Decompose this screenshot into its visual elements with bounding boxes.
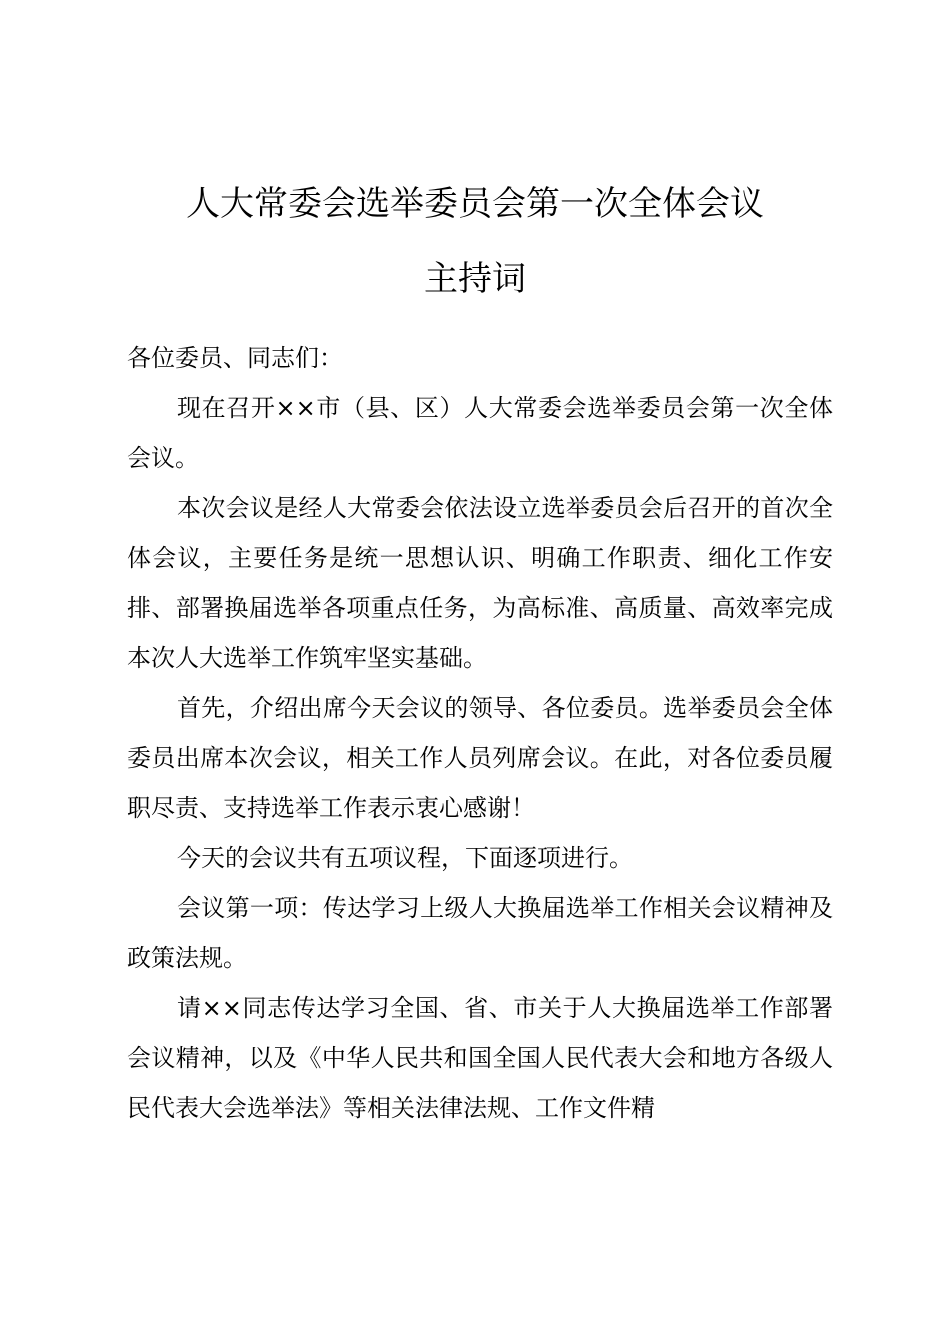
paragraph: 今天的会议共有五项议程，下面逐项进行。 [177,844,633,872]
salutation: 各位委员、同志们： [127,344,343,372]
paragraph: 请××同志传达学习全国、省、市关于人大换届选举工作部署会议精神，以及《中华人民共和国全国人民代表大会和地方各级人民代表大会选举法》等相关法律法规、工作文件精 [127,994,833,1122]
document-body [127,333,833,1133]
document-subtitle: 主持词 [424,259,526,299]
paragraph: 本次会议是经人大常委会依法设立选举委员会后召开的首次全体会议，主要任务是统一思想认识、明确工作职责、细化工作安排、部署换届选举各项重点任务，为高标准、高质量、高效率完成本次人大选举工作筑牢坚实基础。 [127,494,833,672]
paragraph: 现在召开××市（县、区）人大常委会选举委员会第一次全体会议。 [127,394,833,472]
document-title: 人大常委会选举委员会第一次全体会议 [186,184,764,224]
paragraph: 首先，介绍出席今天会议的领导、各位委员。选举委员会全体委员出席本次会议，相关工作人员列席会议。在此，对各位委员履职尽责、支持选举工作表示衷心感谢！ [127,694,833,822]
paragraph: 会议第一项：传达学习上级人大换届选举工作相关会议精神及政策法规。 [127,894,833,972]
